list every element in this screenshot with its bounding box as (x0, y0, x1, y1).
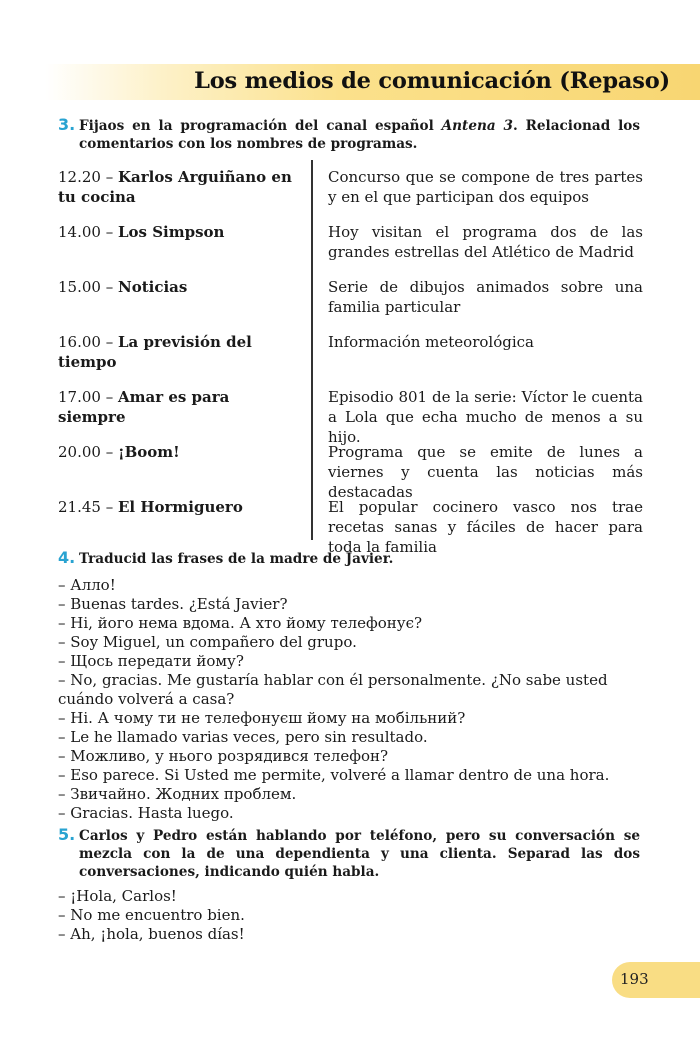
dialog-line: – Звичайно. Жодних проблем. (58, 785, 297, 803)
page-number: 193 (620, 970, 649, 988)
dialog-line: – Щось передати йому? (58, 652, 244, 670)
program-row (58, 387, 643, 446)
program-name: ¡Boom! (117, 443, 180, 461)
program-comment: Programa que se emite de lunes a viernes y cuenta las noticias más destacadas (328, 443, 643, 501)
program-name: La previsión del tiempo (58, 333, 252, 371)
dialog-line: – Ah, ¡hola, buenos días! (58, 925, 245, 943)
dialog-line: – Можливо, у нього розрядився телефон? (58, 747, 389, 765)
program-time: 12.20 – (58, 168, 118, 186)
program-name: El Hormiguero (117, 498, 243, 516)
program-comment: Concurso que se compone de tres partes y en el que participan dos equipos (328, 168, 643, 206)
program-title (58, 387, 298, 427)
task-text-part: . Relacionad los comentarios con los nombres de programas. (79, 118, 640, 152)
program-name: Karlos Arguiñano en tu cocina (58, 168, 292, 206)
dialog-line: – Алло! (58, 576, 116, 594)
dialog-line: – Ні. А чому ти не телефонуєш йому на мобільний? (58, 709, 466, 727)
program-title (58, 442, 298, 462)
chapter-title: Los medios de comunicación (Repaso) (194, 68, 670, 94)
dialog-task-5 (58, 887, 643, 944)
dialog-task-4 (58, 576, 643, 823)
dialog-line: – Buenas tardes. ¿Está Javier? (58, 595, 288, 613)
program-comment: Información meteorológica (328, 333, 534, 351)
program-row (58, 277, 643, 327)
program-row (58, 497, 643, 556)
program-title (58, 497, 298, 517)
dialog-line: – No me encuentro bien. (58, 906, 245, 924)
program-time: 15.00 – (58, 278, 118, 296)
program-row (58, 332, 640, 382)
task-text-part: Fijaos en la programación del canal español (79, 118, 442, 134)
program-name: Los Simpson (117, 223, 225, 241)
program-comment: Episodio 801 de la serie: Víctor le cuenta a Lola que echa mucho de menos a su hijo. (328, 388, 643, 446)
dialog-line: – Ні, його нема вдома. А хто йому телефонує? (58, 614, 423, 632)
program-time: 20.00 – (58, 443, 118, 461)
task-4-instruction (58, 550, 640, 568)
task-3-instruction (58, 117, 640, 153)
dialog-line: – Le he llamado varias veces, pero sin resultado. (58, 728, 428, 746)
task-number: 4. (58, 548, 76, 567)
dialog-line: – Gracias. Hasta luego. (58, 804, 234, 822)
program-title (58, 222, 298, 242)
channel-name: Antena 3 (441, 118, 514, 134)
program-row (58, 442, 643, 501)
program-comment: Serie de dibujos animados sobre una familia particular (328, 278, 643, 316)
program-name: Noticias (117, 278, 188, 296)
task-text (79, 117, 640, 153)
dialog-line: – Eso parece. Si Usted me permite, volveré a llamar dentro de una hora. (58, 766, 610, 784)
task-number: 3. (58, 115, 76, 134)
program-time: 17.00 – (58, 388, 118, 406)
dialog-line: – Soy Miguel, un compañero del grupo. (58, 633, 357, 651)
program-row (58, 222, 643, 272)
task-text: Carlos y Pedro están hablando por teléfono, pero su conversación se mezcla con la de una dependienta y una clienta. Separad las dos conversaciones, indicando quién habla. (79, 828, 640, 880)
dialog-line: – No, gracias. Me gustaría hablar con él personalmente. ¿No sabe usted cuándo volverá a casa? (58, 671, 608, 708)
task-5-instruction (58, 827, 640, 881)
program-title (58, 277, 298, 297)
program-row (58, 167, 643, 217)
program-time: 21.45 – (58, 498, 118, 516)
task-text: Traducid las frases de la madre de Javier. (79, 551, 394, 567)
program-time: 14.00 – (58, 223, 118, 241)
program-time: 16.00 – (58, 333, 118, 351)
dialog-line: – ¡Hola, Carlos! (58, 887, 177, 905)
program-comment: Hoy visitan el programa dos de las grandes estrellas del Atlético de Madrid (328, 223, 643, 261)
task-number: 5. (58, 825, 76, 844)
program-comment: El popular cocinero vasco nos trae recetas sanas y fáciles de hacer para toda la familia (328, 498, 643, 556)
program-title (58, 332, 298, 372)
program-title (58, 167, 298, 207)
program-name: Amar es para siempre (58, 388, 230, 426)
